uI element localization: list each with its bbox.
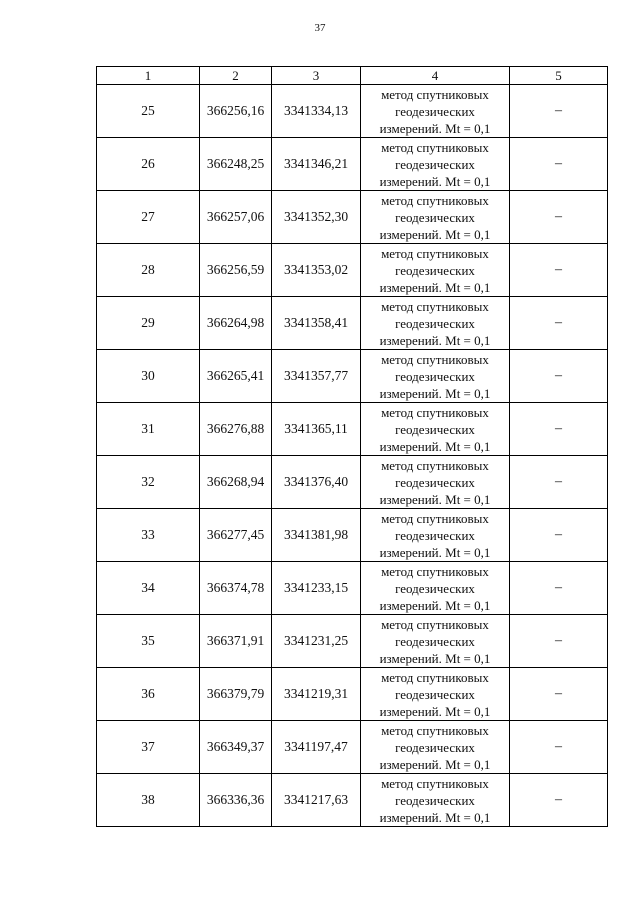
table-row xyxy=(97,138,608,191)
note-cell: – xyxy=(510,138,608,191)
y-coordinate-cell: 3341334,13 xyxy=(272,85,361,138)
method-cell: метод спутниковых геодезических измерений. Mt = 0,1 xyxy=(361,85,510,138)
point-number-cell: 25 xyxy=(97,85,200,138)
point-number-cell: 26 xyxy=(97,138,200,191)
x-coordinate-cell: 366256,59 xyxy=(200,244,272,297)
page-number: 37 xyxy=(314,22,326,34)
point-number-cell: 27 xyxy=(97,191,200,244)
note-cell: – xyxy=(510,297,608,350)
note-cell: – xyxy=(510,456,608,509)
column-header-5: 5 xyxy=(510,67,608,85)
column-header-4: 4 xyxy=(361,67,510,85)
point-number-cell: 31 xyxy=(97,403,200,456)
x-coordinate-cell: 366265,41 xyxy=(200,350,272,403)
table-header-row xyxy=(97,67,608,85)
y-coordinate-cell: 3341219,31 xyxy=(272,668,361,721)
table-row xyxy=(97,244,608,297)
x-coordinate-cell: 366277,45 xyxy=(200,509,272,562)
y-coordinate-cell: 3341217,63 xyxy=(272,774,361,827)
x-coordinate-cell: 366336,36 xyxy=(200,774,272,827)
method-cell: метод спутниковых геодезических измерений. Mt = 0,1 xyxy=(361,403,510,456)
column-header-2: 2 xyxy=(200,67,272,85)
y-coordinate-cell: 3341352,30 xyxy=(272,191,361,244)
point-number-cell: 32 xyxy=(97,456,200,509)
method-cell: метод спутниковых геодезических измерений. Mt = 0,1 xyxy=(361,191,510,244)
x-coordinate-cell: 366257,06 xyxy=(200,191,272,244)
x-coordinate-cell: 366374,78 xyxy=(200,562,272,615)
method-cell: метод спутниковых геодезических измерений. Mt = 0,1 xyxy=(361,615,510,668)
x-coordinate-cell: 366256,16 xyxy=(200,85,272,138)
point-number-cell: 37 xyxy=(97,721,200,774)
y-coordinate-cell: 3341365,11 xyxy=(272,403,361,456)
y-coordinate-cell: 3341353,02 xyxy=(272,244,361,297)
x-coordinate-cell: 366349,37 xyxy=(200,721,272,774)
point-number-cell: 30 xyxy=(97,350,200,403)
column-header-1: 1 xyxy=(97,67,200,85)
method-cell: метод спутниковых геодезических измерений. Mt = 0,1 xyxy=(361,509,510,562)
x-coordinate-cell: 366264,98 xyxy=(200,297,272,350)
table-row xyxy=(97,721,608,774)
table-row xyxy=(97,350,608,403)
point-number-cell: 33 xyxy=(97,509,200,562)
point-number-cell: 29 xyxy=(97,297,200,350)
point-number-cell: 36 xyxy=(97,668,200,721)
method-cell: метод спутниковых геодезических измерений. Mt = 0,1 xyxy=(361,562,510,615)
method-cell: метод спутниковых геодезических измерений. Mt = 0,1 xyxy=(361,350,510,403)
table-row xyxy=(97,668,608,721)
coordinates-table xyxy=(96,66,608,827)
method-cell: метод спутниковых геодезических измерений. Mt = 0,1 xyxy=(361,668,510,721)
point-number-cell: 35 xyxy=(97,615,200,668)
y-coordinate-cell: 3341381,98 xyxy=(272,509,361,562)
table-row xyxy=(97,615,608,668)
y-coordinate-cell: 3341346,21 xyxy=(272,138,361,191)
x-coordinate-cell: 366276,88 xyxy=(200,403,272,456)
x-coordinate-cell: 366268,94 xyxy=(200,456,272,509)
table-row xyxy=(97,85,608,138)
y-coordinate-cell: 3341197,47 xyxy=(272,721,361,774)
note-cell: – xyxy=(510,668,608,721)
x-coordinate-cell: 366248,25 xyxy=(200,138,272,191)
method-cell: метод спутниковых геодезических измерений. Mt = 0,1 xyxy=(361,774,510,827)
method-cell: метод спутниковых геодезических измерений. Mt = 0,1 xyxy=(361,244,510,297)
note-cell: – xyxy=(510,403,608,456)
method-cell: метод спутниковых геодезических измерений. Mt = 0,1 xyxy=(361,138,510,191)
y-coordinate-cell: 3341358,41 xyxy=(272,297,361,350)
y-coordinate-cell: 3341357,77 xyxy=(272,350,361,403)
table-row xyxy=(97,509,608,562)
note-cell: – xyxy=(510,562,608,615)
note-cell: – xyxy=(510,191,608,244)
y-coordinate-cell: 3341231,25 xyxy=(272,615,361,668)
x-coordinate-cell: 366371,91 xyxy=(200,615,272,668)
table-row xyxy=(97,562,608,615)
table-row xyxy=(97,191,608,244)
table-row xyxy=(97,774,608,827)
note-cell: – xyxy=(510,721,608,774)
note-cell: – xyxy=(510,615,608,668)
method-cell: метод спутниковых геодезических измерений. Mt = 0,1 xyxy=(361,456,510,509)
column-header-3: 3 xyxy=(272,67,361,85)
point-number-cell: 38 xyxy=(97,774,200,827)
table-row xyxy=(97,403,608,456)
y-coordinate-cell: 3341233,15 xyxy=(272,562,361,615)
note-cell: – xyxy=(510,244,608,297)
note-cell: – xyxy=(510,85,608,138)
method-cell: метод спутниковых геодезических измерений. Mt = 0,1 xyxy=(361,297,510,350)
point-number-cell: 34 xyxy=(97,562,200,615)
note-cell: – xyxy=(510,509,608,562)
method-cell: метод спутниковых геодезических измерений. Mt = 0,1 xyxy=(361,721,510,774)
note-cell: – xyxy=(510,774,608,827)
point-number-cell: 28 xyxy=(97,244,200,297)
table-row xyxy=(97,297,608,350)
table-row xyxy=(97,456,608,509)
x-coordinate-cell: 366379,79 xyxy=(200,668,272,721)
y-coordinate-cell: 3341376,40 xyxy=(272,456,361,509)
note-cell: – xyxy=(510,350,608,403)
